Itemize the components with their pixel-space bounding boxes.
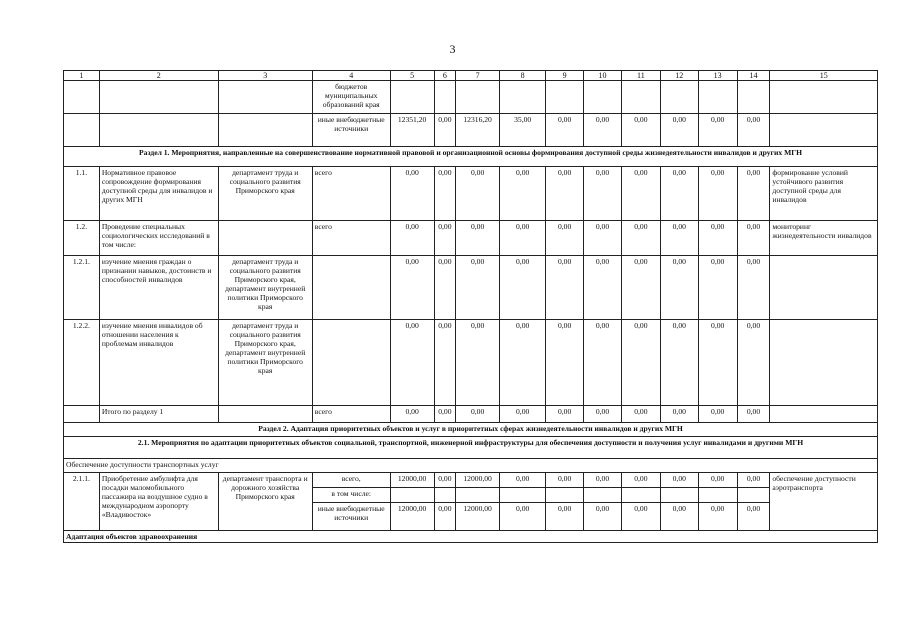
value-cell: 0,00 <box>698 256 737 320</box>
program-table <box>63 70 878 543</box>
expected-result: обеспечение доступности аэротранспорта <box>770 473 878 531</box>
value-cell: 0,00 <box>621 221 660 256</box>
col-header: 13 <box>698 71 737 81</box>
activity-name: Нормативное правовое сопровождение формирования доступной среды для инвалидов и других МГН <box>99 167 218 221</box>
executor: департамент труда и социального развития Приморского края, департамент внутренней политики Приморского края <box>218 320 312 406</box>
value-cell: 0,00 <box>737 473 770 488</box>
value-cell: 0,00 <box>434 406 456 423</box>
table-row <box>64 81 878 114</box>
value-cell: 0,00 <box>500 473 546 488</box>
col-header: 8 <box>500 71 546 81</box>
table-row <box>64 320 878 406</box>
funding-source: в том числе: <box>312 488 390 503</box>
col-header: 10 <box>584 71 622 81</box>
col-header: 5 <box>390 71 434 81</box>
value-cell: 0,00 <box>546 320 584 406</box>
value-cell: 0,00 <box>737 167 770 221</box>
value-cell: 0,00 <box>621 473 660 488</box>
col-header: 12 <box>660 71 698 81</box>
value-cell: 0,00 <box>737 256 770 320</box>
table-row <box>64 256 878 320</box>
section-2-title: Раздел 2. Адаптация приоритетных объектов и услуг в приоритетных сферах жизнедеятельности инвалидов и других МГН <box>64 423 878 437</box>
group-title-health: Адаптация объектов здравоохранения <box>64 531 878 543</box>
col-header: 2 <box>99 71 218 81</box>
group-header-row <box>64 531 878 543</box>
col-header: 11 <box>621 71 660 81</box>
value-cell: 0,00 <box>660 167 698 221</box>
value-cell: 0,00 <box>584 114 622 147</box>
executor: департамент транспорта и дорожного хозяйства Приморского края <box>218 473 312 531</box>
value-cell: 12000,00 <box>456 503 500 531</box>
col-header: 6 <box>434 71 456 81</box>
funding-source: всего <box>312 167 390 221</box>
value-cell: 0,00 <box>584 221 622 256</box>
value-cell: 0,00 <box>500 406 546 423</box>
value-cell: 0,00 <box>546 256 584 320</box>
value-cell: 0,00 <box>621 503 660 531</box>
col-header: 3 <box>218 71 312 81</box>
group-header-row <box>64 459 878 473</box>
value-cell: 0,00 <box>584 503 622 531</box>
table-row <box>64 221 878 256</box>
col-header: 14 <box>737 71 770 81</box>
col-header: 1 <box>64 71 100 81</box>
value-cell: 0,00 <box>546 221 584 256</box>
value-cell: 0,00 <box>737 114 770 147</box>
funding-source: иные внебюджетные источники <box>312 503 390 531</box>
value-cell: 0,00 <box>698 503 737 531</box>
value-cell: 12000,00 <box>390 473 434 488</box>
value-cell: 0,00 <box>500 320 546 406</box>
value-cell: 12000,00 <box>456 473 500 488</box>
expected-result: мониторинг жизнедеятельности инвалидов <box>770 221 878 256</box>
value-cell: 0,00 <box>546 406 584 423</box>
subsection-header-row <box>64 437 878 459</box>
value-cell: 0,00 <box>434 320 456 406</box>
value-cell: 0,00 <box>660 221 698 256</box>
value-cell: 0,00 <box>500 256 546 320</box>
value-cell: 0,00 <box>737 406 770 423</box>
activity-name: Проведение специальных социологических исследований в том числе: <box>99 221 218 256</box>
value-cell: 0,00 <box>621 256 660 320</box>
col-header: 7 <box>456 71 500 81</box>
subsection-2-1-title: 2.1. Мероприятия по адаптации приоритетных объектов социальной, транспортной, инженерной инфраструктуры для обеспечения доступности и получения услуг инвалидами и другими МГН <box>64 437 878 459</box>
value-cell: 0,00 <box>621 114 660 147</box>
table-row <box>64 406 878 423</box>
value-cell: 0,00 <box>390 406 434 423</box>
col-header: 15 <box>770 71 878 81</box>
executor <box>218 221 312 256</box>
value-cell: 0,00 <box>737 221 770 256</box>
row-number: 2.1.1. <box>64 473 100 531</box>
funding-source: бюджетов муниципальных образований края <box>312 81 390 114</box>
section-header-row <box>64 423 878 437</box>
value-cell: 0,00 <box>456 221 500 256</box>
value-cell: 0,00 <box>660 473 698 488</box>
activity-name: Приобретение амбулифта для посадки маломобильного пассажира на воздушное судно в международном аэропорту «Владивосток» <box>99 473 218 531</box>
value-cell: 0,00 <box>660 114 698 147</box>
value-cell: 0,00 <box>584 406 622 423</box>
value-cell: 0,00 <box>434 221 456 256</box>
value-cell: 0,00 <box>660 406 698 423</box>
value-cell: 35,00 <box>500 114 546 147</box>
value-cell: 0,00 <box>621 320 660 406</box>
value-cell: 0,00 <box>546 167 584 221</box>
value-cell: 0,00 <box>500 167 546 221</box>
section-header-row <box>64 147 878 167</box>
funding-source: иные внебюджетные источники <box>312 114 390 147</box>
table-row <box>64 167 878 221</box>
value-cell: 0,00 <box>737 320 770 406</box>
value-cell: 0,00 <box>698 114 737 147</box>
value-cell: 0,00 <box>434 256 456 320</box>
table-row <box>64 473 878 488</box>
value-cell: 0,00 <box>546 473 584 488</box>
col-header: 9 <box>546 71 584 81</box>
row-number: 1.2. <box>64 221 100 256</box>
value-cell: 0,00 <box>584 256 622 320</box>
table-row <box>64 114 878 147</box>
value-cell: 0,00 <box>621 167 660 221</box>
value-cell: 0,00 <box>546 114 584 147</box>
value-cell: 0,00 <box>456 167 500 221</box>
value-cell: 0,00 <box>390 167 434 221</box>
section-1-title: Раздел 1. Мероприятия, направленные на совершенствование нормативной правовой и организационной основы формирования доступной среды жизнедеятельности инвалидов и других МГН <box>64 147 878 167</box>
value-cell: 0,00 <box>698 473 737 488</box>
funding-source: всего <box>312 221 390 256</box>
executor: департамент труда и социального развития Приморского края <box>218 167 312 221</box>
activity-name: изучение мнения граждан о признании навыков, достоинств и способностей инвалидов <box>99 256 218 320</box>
col-header: 4 <box>312 71 390 81</box>
value-cell: 0,00 <box>390 256 434 320</box>
value-cell: 0,00 <box>500 221 546 256</box>
funding-source: всего, <box>312 473 390 488</box>
row-number: 1.2.2. <box>64 320 100 406</box>
funding-source: всего <box>312 406 390 423</box>
value-cell: 0,00 <box>456 406 500 423</box>
value-cell: 12316,20 <box>456 114 500 147</box>
value-cell: 0,00 <box>737 503 770 531</box>
value-cell: 0,00 <box>434 473 456 488</box>
column-number-row <box>64 71 878 81</box>
page-number: 3 <box>449 42 456 56</box>
value-cell: 0,00 <box>434 167 456 221</box>
value-cell: 0,00 <box>584 473 622 488</box>
value-cell: 0,00 <box>456 320 500 406</box>
value-cell: 0,00 <box>621 406 660 423</box>
value-cell: 0,00 <box>434 503 456 531</box>
value-cell: 0,00 <box>456 256 500 320</box>
value-cell: 12000,00 <box>390 503 434 531</box>
value-cell: 0,00 <box>698 221 737 256</box>
value-cell: 0,00 <box>660 503 698 531</box>
value-cell: 0,00 <box>584 320 622 406</box>
value-cell: 0,00 <box>500 503 546 531</box>
value-cell: 0,00 <box>434 114 456 147</box>
row-number: 1.1. <box>64 167 100 221</box>
value-cell: 0,00 <box>584 167 622 221</box>
value-cell: 0,00 <box>660 256 698 320</box>
value-cell: 0,00 <box>390 320 434 406</box>
executor: департамент труда и социального развития Приморского края, департамент внутренней политики Приморского края <box>218 256 312 320</box>
value-cell: 0,00 <box>698 167 737 221</box>
row-number: 1.2.1. <box>64 256 100 320</box>
value-cell: 0,00 <box>546 503 584 531</box>
value-cell: 0,00 <box>698 406 737 423</box>
group-title-transport: Обеспечение доступности транспортных услуг <box>64 459 878 473</box>
total-label: Итого по разделу 1 <box>99 406 218 423</box>
value-cell: 0,00 <box>390 221 434 256</box>
value-cell: 0,00 <box>698 320 737 406</box>
expected-result: формирование условий устойчивого развития доступной среды для инвалидов <box>770 167 878 221</box>
value-cell: 0,00 <box>660 320 698 406</box>
value-cell: 12351,20 <box>390 114 434 147</box>
activity-name: изучение мнения инвалидов об отношении населения к проблемам инвалидов <box>99 320 218 406</box>
